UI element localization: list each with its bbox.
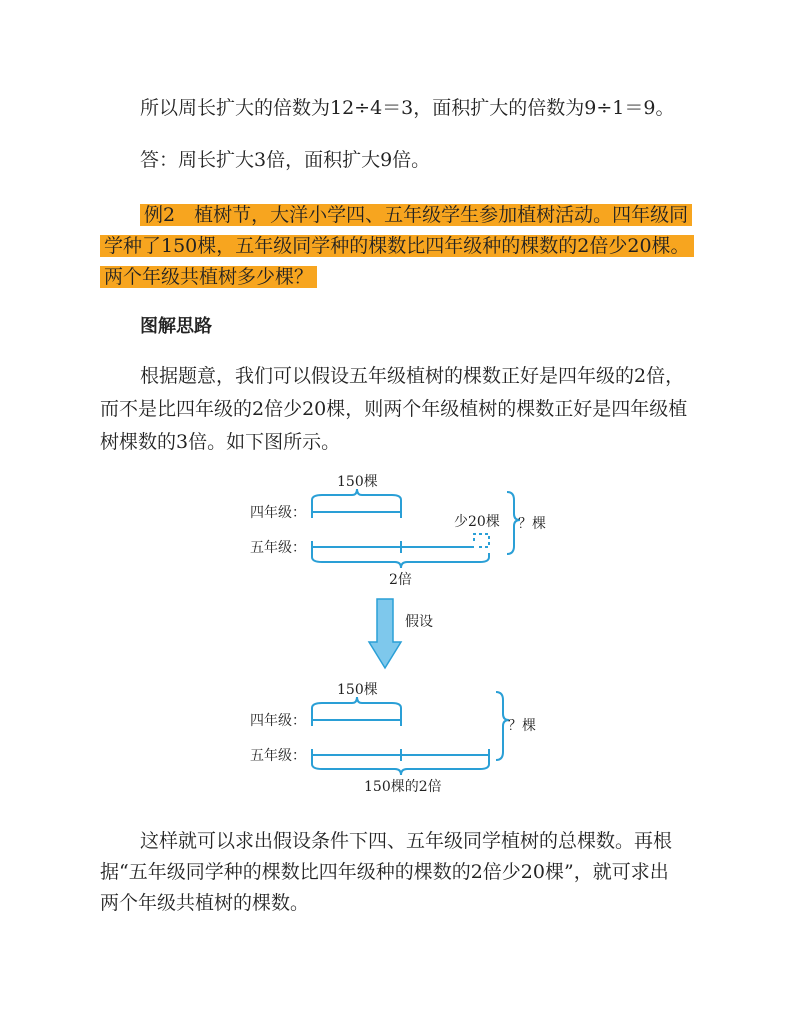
- label-150: 150棵: [337, 682, 378, 698]
- body-line: 根据题意，我们可以假设五年级植树的棵数正好是四年级的2倍，: [140, 365, 685, 387]
- label-total: ？棵: [508, 718, 536, 734]
- bottom-brace: [312, 761, 489, 775]
- body-line: 这样就可以求出假设条件下四、五年级同学植树的总棵数。再根: [140, 830, 673, 852]
- dashed-extra: [474, 534, 489, 547]
- label-grade4: 四年级：: [250, 505, 306, 521]
- top-brace: [312, 489, 401, 506]
- body-line: 据“五年级同学种的棵数比四年级种的棵数的2倍少20棵”，就可求出: [100, 861, 669, 883]
- down-arrow-icon: [369, 599, 401, 668]
- highlight: 例2 植树节，大洋小学四、五年级学生参加植树活动。四年级同: [140, 204, 692, 226]
- example-line-3: [100, 263, 317, 291]
- label-150-2x: 150棵的2倍: [364, 779, 442, 795]
- label-grade4: 四年级：: [250, 713, 306, 729]
- answer-line: 答：周长扩大3倍，面积扩大9倍。: [140, 149, 431, 171]
- label-total: ？棵: [518, 516, 546, 532]
- bottom-brace: [312, 553, 489, 568]
- label-150: 150棵: [337, 474, 378, 490]
- example-line-1: [140, 201, 692, 229]
- example-line-2: [100, 232, 694, 260]
- label-grade5: 五年级：: [250, 540, 306, 556]
- top-brace: [312, 697, 401, 714]
- body-line: 两个年级共植树的棵数。: [100, 892, 310, 914]
- right-brace: [507, 492, 520, 554]
- right-brace: [496, 692, 509, 760]
- label-grade5: 五年级：: [250, 748, 306, 764]
- section-heading: 图解思路: [140, 316, 212, 337]
- highlight: 两个年级共植树多少棵？: [100, 266, 317, 288]
- body-line: 树棵数的3倍。如下图所示。: [100, 431, 341, 453]
- label-less-20: 少20棵: [454, 514, 500, 530]
- body-line: 而不是比四年级的2倍少20棵，则两个年级植树的棵数正好是四年级植: [100, 398, 688, 420]
- highlight: 学种了150棵，五年级同学种的棵数比四年级种的棵数的2倍少20棵。: [100, 235, 694, 257]
- arrow-label: 假设: [405, 614, 433, 630]
- label-2x: 2倍: [389, 572, 412, 588]
- text-line: 所以周长扩大的倍数为12÷4＝3，面积扩大的倍数为9÷1＝9。: [140, 97, 675, 119]
